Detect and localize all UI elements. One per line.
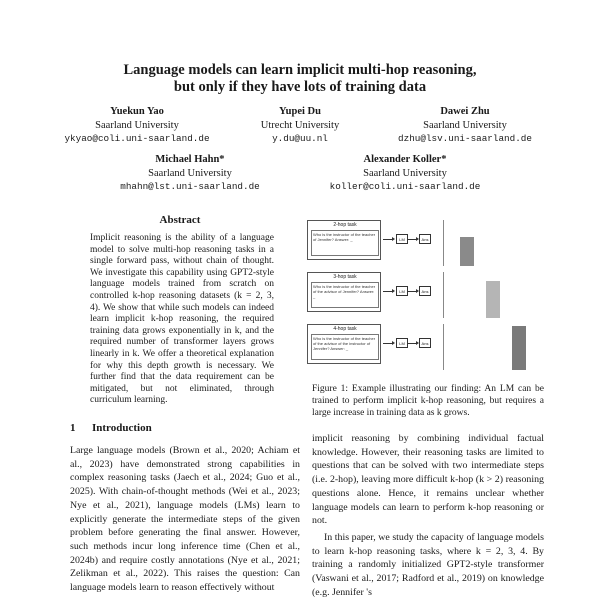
section-number: 1 (70, 422, 76, 434)
arrow-icon (383, 291, 393, 292)
author-block (115, 153, 265, 194)
body-paragraph: implicit reasoning by combining individual factual knowledge. However, their reasoning tasks are limited to questions that can be solved with two intermediate steps (i.e. 2-hop), leaving more difficult k-hop (k > 2) reasoning questions alone. Hence, it remains unclear whether language models can learn to perform k-hop reasoning or not. (312, 433, 544, 527)
title-line-2: but only if they have lots of training data (173, 79, 427, 95)
body-paragraph: In this paper, we study the capacity of language models to learn k-hop reasoning tasks, where k = 2, 3, 4. By training a randomly initialized GPT2-style transformer (Vaswani et al., 2017; Radford et al., 2019) on knowledge (e.g. Jennifer 's (312, 531, 544, 598)
author-block (225, 105, 375, 146)
data-bar (460, 237, 474, 266)
bar-axis (443, 324, 444, 370)
task-question: Who is the instructor of the teacher of Jennifer? Answer: _ (311, 230, 379, 256)
task-label: 3-hop task (333, 274, 357, 280)
section-title: Introduction (92, 422, 152, 434)
answer-box: Ans (419, 286, 431, 296)
bar-axis (443, 272, 444, 318)
task-label: 4-hop task (333, 326, 357, 332)
author-email[interactable]: dzhu@lsv.uni-saarland.de (398, 133, 532, 144)
title-line-1: Language models can learn implicit multi-hop reasoning, (123, 62, 477, 78)
task-box (307, 324, 381, 364)
abstract-heading: Abstract (159, 214, 201, 226)
paper-title (0, 62, 600, 96)
author-name: Dawei Zhu (440, 106, 490, 117)
arrow-icon (407, 343, 417, 344)
arrow-icon (407, 239, 417, 240)
lm-box: LM (396, 286, 408, 296)
arrow-icon (407, 291, 417, 292)
author-affiliation: Saarland University (95, 119, 179, 131)
author-email[interactable]: koller@coli.uni-saarland.de (329, 181, 481, 192)
author-affiliation: Utrecht University (260, 119, 340, 131)
lm-box: LM (396, 338, 408, 348)
author-name: Yuekun Yao (110, 106, 164, 117)
figure-panel-3hop (305, 272, 545, 318)
section-heading (70, 422, 152, 434)
body-text-left: Large language models (Brown et al., 2020; Achiam et al., 2023) have demonstrated strong capabilities in complex reasoning tasks (Jaech et al., 2024; Guo et al., 2025). With chain-of-thought methods (Wei et al., 2023; Nye et al., 2021), language models (LMs) learn to explicitly generate the intermediate steps of the given problem before generating the final answer. However, such methods incur long inference time (Chen et al., 2024b) and require costly annotations (Nye et al., 2021; Zelikman et al., 2022). This raises the question: Can language models learn to reason effectively without (70, 445, 300, 594)
task-box (307, 272, 381, 312)
task-question: Who is the instructor of the teacher of the advisor of Jennifer? Answer: _ (311, 282, 379, 308)
author-affiliation: Saarland University (148, 167, 232, 179)
arrow-icon (383, 343, 393, 344)
author-name: Yupei Du (279, 106, 321, 117)
task-box (307, 220, 381, 260)
figure-caption: Figure 1: Example illustrating our finding: An LM can be trained to perform implicit k-hop reasoning, but requires a large increase in training data as k grows. (312, 384, 544, 418)
task-question: Who is the instructor of the teacher of the advisor of the instructor of Jennifer? Answer: _ (311, 334, 379, 360)
arrow-icon (383, 239, 393, 240)
answer-box: Ans (419, 234, 431, 244)
answer-box: Ans (419, 338, 431, 348)
author-name: Michael Hahn* (155, 154, 225, 165)
author-email[interactable]: y.du@uu.nl (272, 133, 328, 144)
figure-1 (305, 208, 545, 378)
data-bar (512, 326, 526, 370)
data-bar (486, 281, 500, 318)
author-name: Alexander Koller* (363, 154, 447, 165)
task-label: 2-hop task (333, 222, 357, 228)
author-block (325, 153, 485, 194)
author-affiliation: Saarland University (363, 167, 447, 179)
figure-panel-4hop (305, 324, 545, 370)
author-block (62, 105, 212, 146)
figure-panel-2hop (305, 220, 545, 266)
abstract-text: Implicit reasoning is the ability of a language model to solve multi-hop reasoning tasks in a single forward pass, without chain of thought. We investigate this capability using GPT2-style language models trained from scratch on controlled k-hop reasoning datasets (k = 2, 3, 4). We show that while such models can indeed learn implicit k-hop reasoning, the required training data grows exponentially in k, and the required number of transformer layers grows linearly in k. We offer a theoretical explanation for why this depth growth is necessary. We further find that the data requirement can be mitigated, but not eliminated, through curriculum learning. (90, 233, 274, 406)
body-text-right (312, 432, 544, 599)
author-block (380, 105, 550, 146)
bar-axis (443, 220, 444, 266)
author-affiliation: Saarland University (423, 119, 507, 131)
author-email[interactable]: mhahn@lst.uni-saarland.de (120, 181, 260, 192)
lm-box: LM (396, 234, 408, 244)
author-email[interactable]: ykyao@coli.uni-saarland.de (64, 133, 210, 144)
